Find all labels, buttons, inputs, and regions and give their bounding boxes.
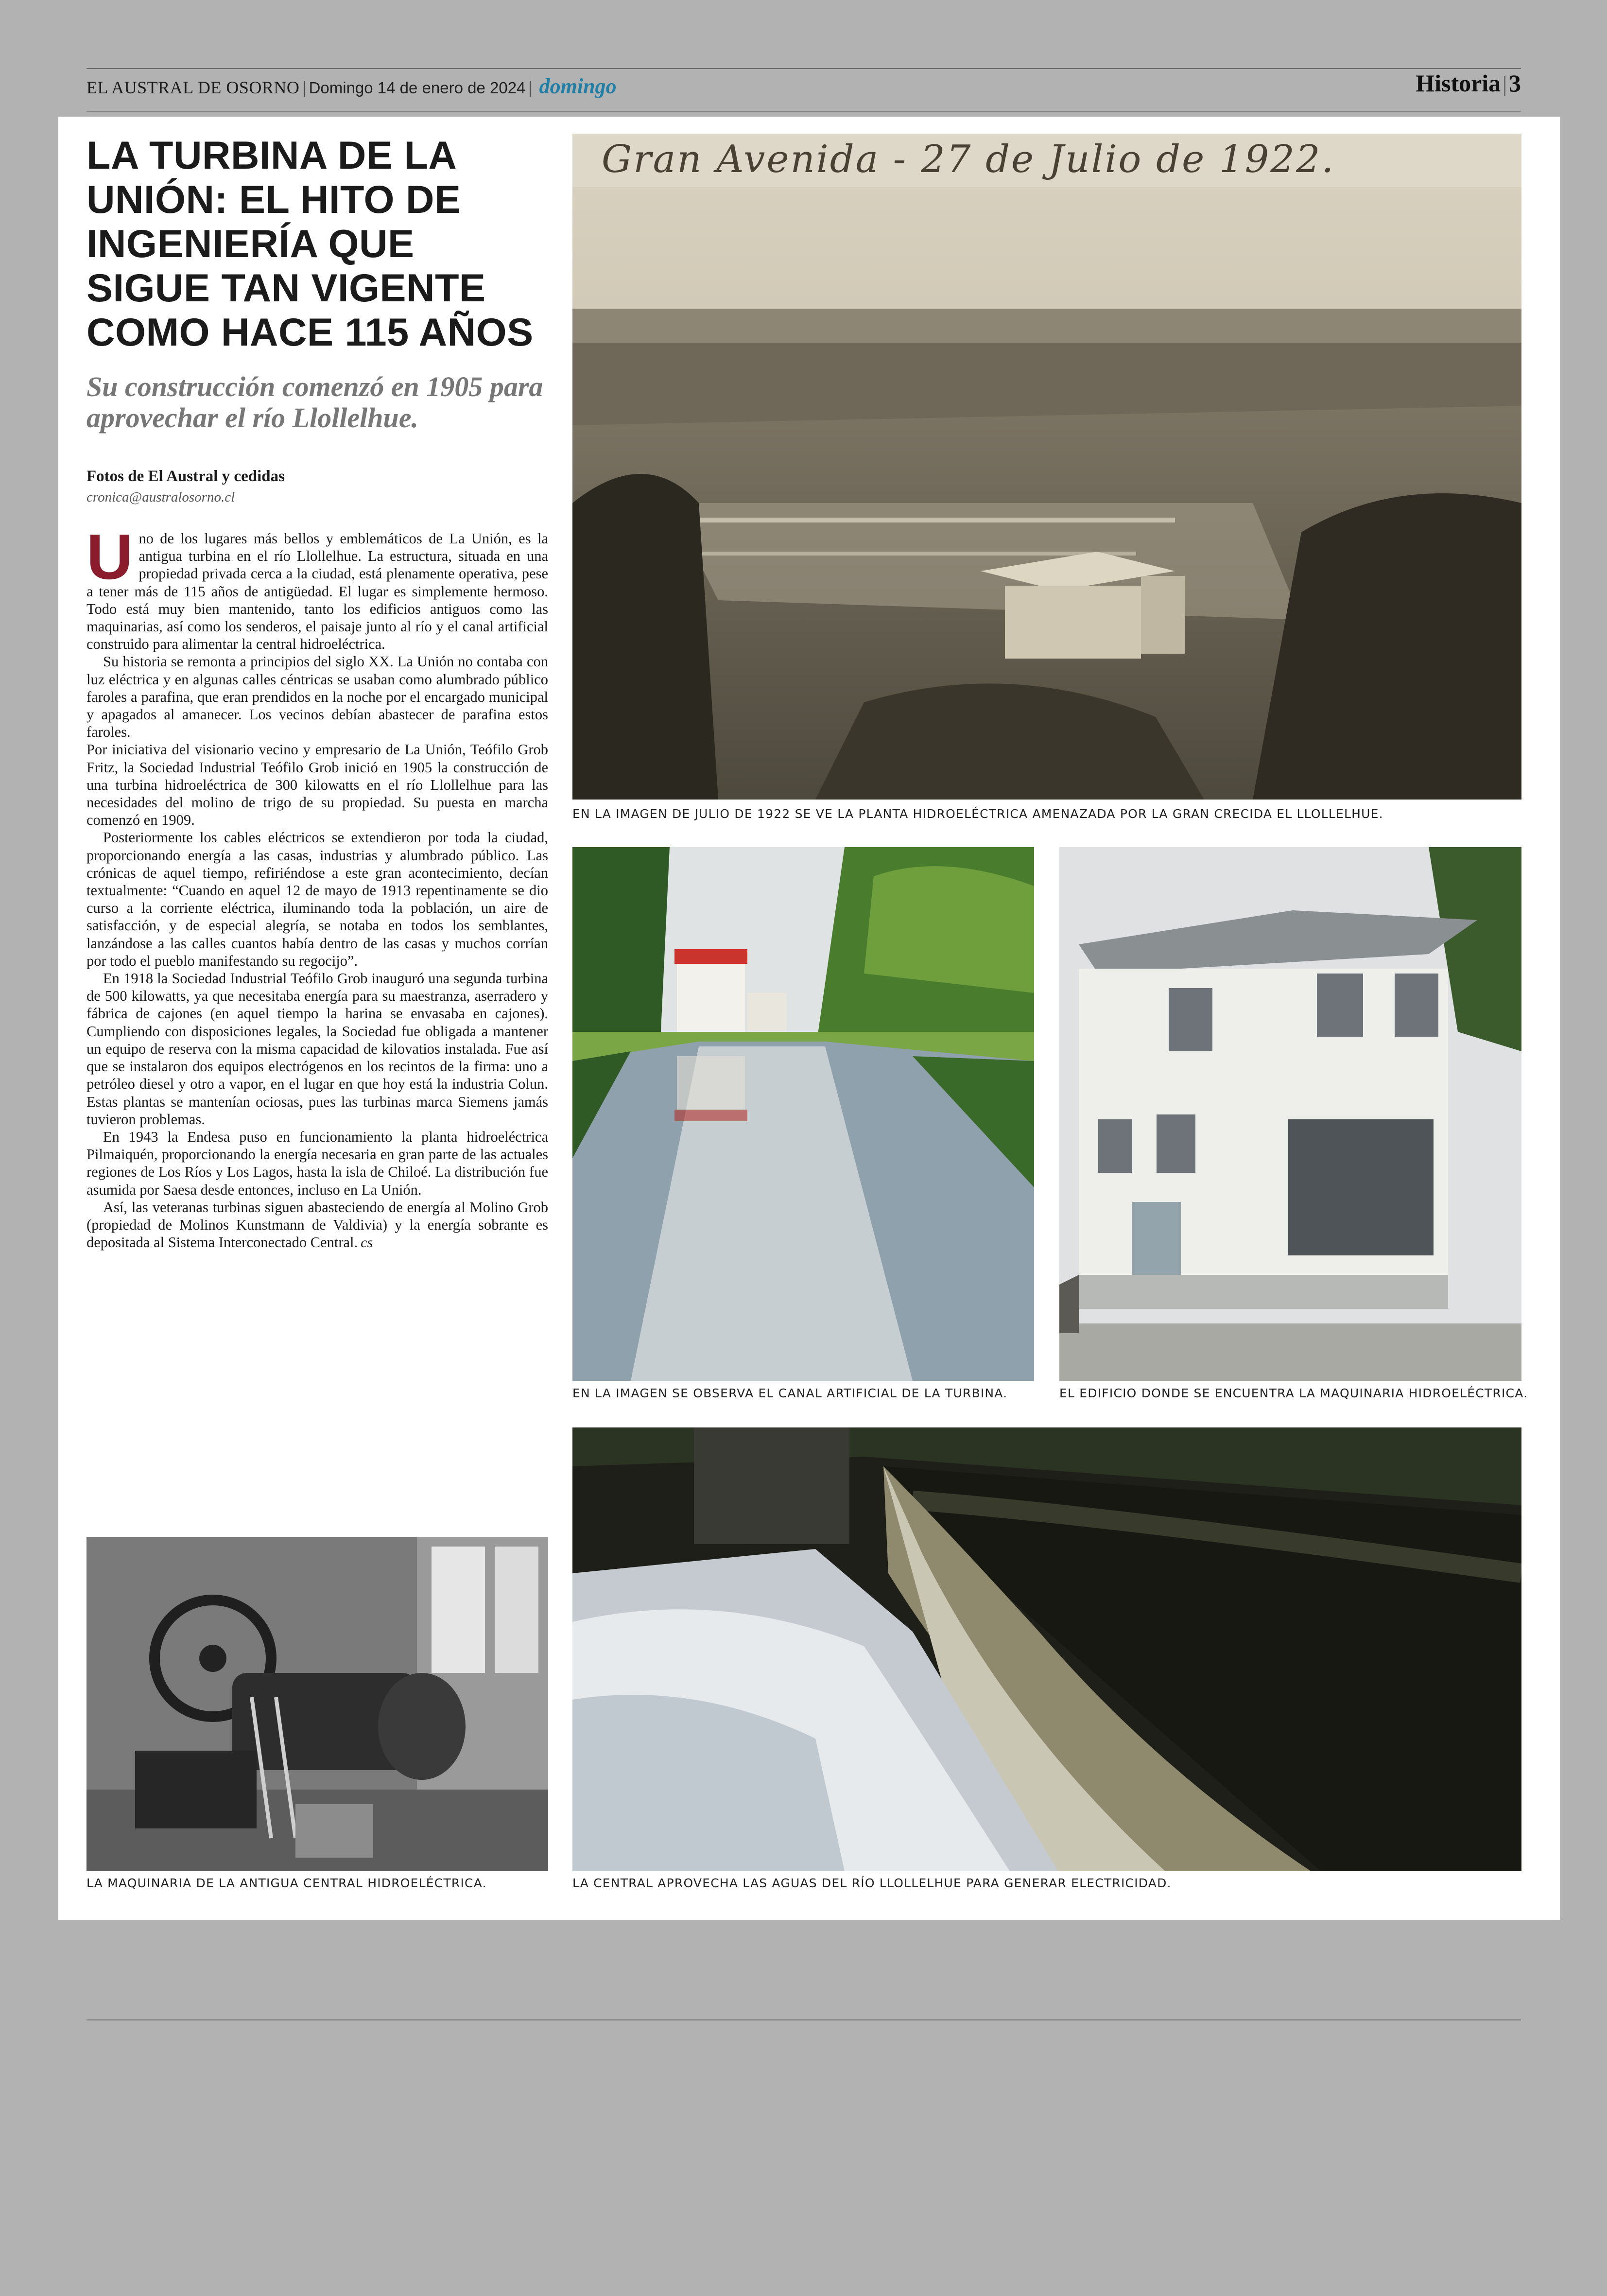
photo-credit: Fotos de El Austral y cedidas	[86, 468, 285, 485]
header-left: EL AUSTRAL DE OSORNO | Domingo 14 de enero de 2024 | domingo	[86, 74, 617, 98]
publication-name[interactable]: EL AUSTRAL DE OSORNO	[86, 78, 300, 97]
paragraph: Así, las veteranas turbinas siguen abasteciendo de energía al Molino Grob (propiedad de Molinos Kunstmann de Valdivia) y la energía sobrante es depositada al Sistema Interconectado Central. cs	[86, 1199, 548, 1251]
dam-photo-caption: LA CENTRAL APROVECHA LAS AGUAS DEL RÍO LLOLLELHUE PARA GENERAR ELECTRICIDAD.	[572, 1876, 1172, 1890]
article-page	[58, 117, 1560, 1920]
canal-photo-caption: EN LA IMAGEN SE OBSERVA EL CANAL ARTIFICIAL DE LA TURBINA.	[572, 1386, 1008, 1400]
historic-flood-image	[572, 134, 1521, 800]
category-label[interactable]: Historia	[1416, 70, 1501, 97]
historic-flood-photo[interactable]	[572, 134, 1521, 800]
end-mark: cs	[361, 1235, 373, 1251]
paragraph: Uno de los lugares más bellos y emblemáticos de La Unión, es la antigua turbina en el río Llollelhue. La estructura, situada en una propiedad privada cerca a la ciudad, está plenamente operativa, pese a tener más de 115 años de antigüedad. El lugar es simplemente hermoso. Todo está muy bien mantenido, tanto los edificios antiguos como las maquinarias, así como los senderos, el paisaje junto al río y el canal artificial construido para alimentar la central hidroeléctrica.	[86, 521, 548, 653]
section-name[interactable]: domingo	[539, 74, 617, 98]
historic-photo-caption: EN LA IMAGEN DE JULIO DE 1922 SE VE LA PLANTA HIDROELÉCTRICA AMENAZADA POR LA GRAN CRECIDA EL LLOLLELHUE.	[572, 807, 1383, 821]
paragraph: Su historia se remonta a principios del siglo XX. La Unión no contaba con luz eléctrica y en algunas calles céntricas se usaban como alumbrado público faroles a parafina, que eran prendidos en la noche por el encargado municipal y apagados al amanecer. Los vecinos debían abastecer de parafina estos faroles.	[86, 653, 548, 741]
issue-date: Domingo 14 de enero de 2024	[309, 79, 526, 97]
page-header	[86, 69, 1521, 111]
dam-photo[interactable]	[572, 1427, 1521, 1871]
article-headline: LA TURBINA DE LA UNIÓN: EL HITO DE INGENIERÍA QUE SIGUE TAN VIGENTE COMO HACE 115 AÑOS	[86, 134, 534, 354]
paragraph: Posteriormente los cables eléctricos se extendieron por toda la ciudad, proporcionando energía a las casas, industrias y alumbrado público. Las crónicas de aquel tiempo, refiriéndose a este gran acontecimiento, decían textualmente: “Cuando en aquel 12 de mayo de 1913 repentinamente se dio curso a la corriente eléctrica, iluminando toda la población, un aire de satisfacción, y de especial alegría, se notaba en todos los semblantes, lanzándose a las calles cuantos había dentro de las casas y muchos corrían por todo el pueblo manifestando su regocijo”.	[86, 829, 548, 969]
paragraph: En 1943 la Endesa puso en funcionamiento la planta hidroeléctrica Pilmaiquén, proporcionando la energía necesaria en gran parte de las actuales regiones de Los Ríos y Los Lagos, hasta la isla de Chiloé. La distribución fue asumida por Saesa desde entonces, incluso en La Unión.	[86, 1128, 548, 1198]
drop-cap: U	[86, 521, 133, 592]
paragraph: Por iniciativa del visionario vecino y empresario de La Unión, Teófilo Grob Fritz, la Sociedad Industrial Teófilo Grob inició en 1905 la construcción de una turbina hidroeléctrica de 300 kilowatts en el río Llollelhue para las necesidades del molino de trigo de su propiedad. Su puesta en marcha comenzó en 1909.	[86, 741, 548, 829]
building-photo[interactable]	[1059, 847, 1521, 1381]
dam-image	[572, 1427, 1521, 1871]
powerhouse-building	[981, 552, 1185, 659]
article-subhead: Su construcción comenzó en 1905 para aprovechar el río Llollelhue.	[86, 371, 543, 434]
canal-photo[interactable]	[572, 847, 1034, 1381]
canal-image	[572, 847, 1034, 1381]
text-column	[86, 134, 548, 1252]
building-photo-caption: EL EDIFICIO DONDE SE ENCUENTRA LA MAQUINARIA HIDROELÉCTRICA.	[1059, 1386, 1528, 1400]
header-right: Historia|3	[1416, 70, 1521, 97]
footer-rule	[86, 2019, 1521, 2020]
machinery-photo-caption: LA MAQUINARIA DE LA ANTIGUA CENTRAL HIDROELÉCTRICA.	[86, 1876, 487, 1890]
article-body	[86, 521, 548, 1252]
header-bottom-rule	[86, 111, 1521, 112]
photo-handwriting: Gran Avenida - 27 de Julio de 1922.	[602, 138, 1335, 181]
building-image	[1059, 847, 1521, 1381]
contact-email[interactable]: cronica@australosorno.cl	[86, 489, 235, 505]
paragraph: En 1918 la Sociedad Industrial Teófilo Grob inauguró una segunda turbina de 500 kilowatts, ya que necesitaba energía para su maestranza, aserradero y fábrica de cajones (en aquel tiempo la harina se envasaba en cajones). Cumpliendo con disposiciones legales, la Sociedad fue obligada a mantener un equipo de reserva con la misma capacidad de kilovatios instalada. Fue así que se instalaron dos equipos electrógenos en los recintos de la firma: uno a petróleo diesel y otro a vapor, en el lugar en que hoy está la industria Colun. Estas plantas se mantenían ociosas, pues las turbinas marca Siemens jamás tuvieron problemas.	[86, 970, 548, 1128]
machinery-photo[interactable]	[86, 1537, 548, 1871]
machinery-image	[86, 1537, 548, 1871]
page-number: 3	[1509, 70, 1521, 97]
